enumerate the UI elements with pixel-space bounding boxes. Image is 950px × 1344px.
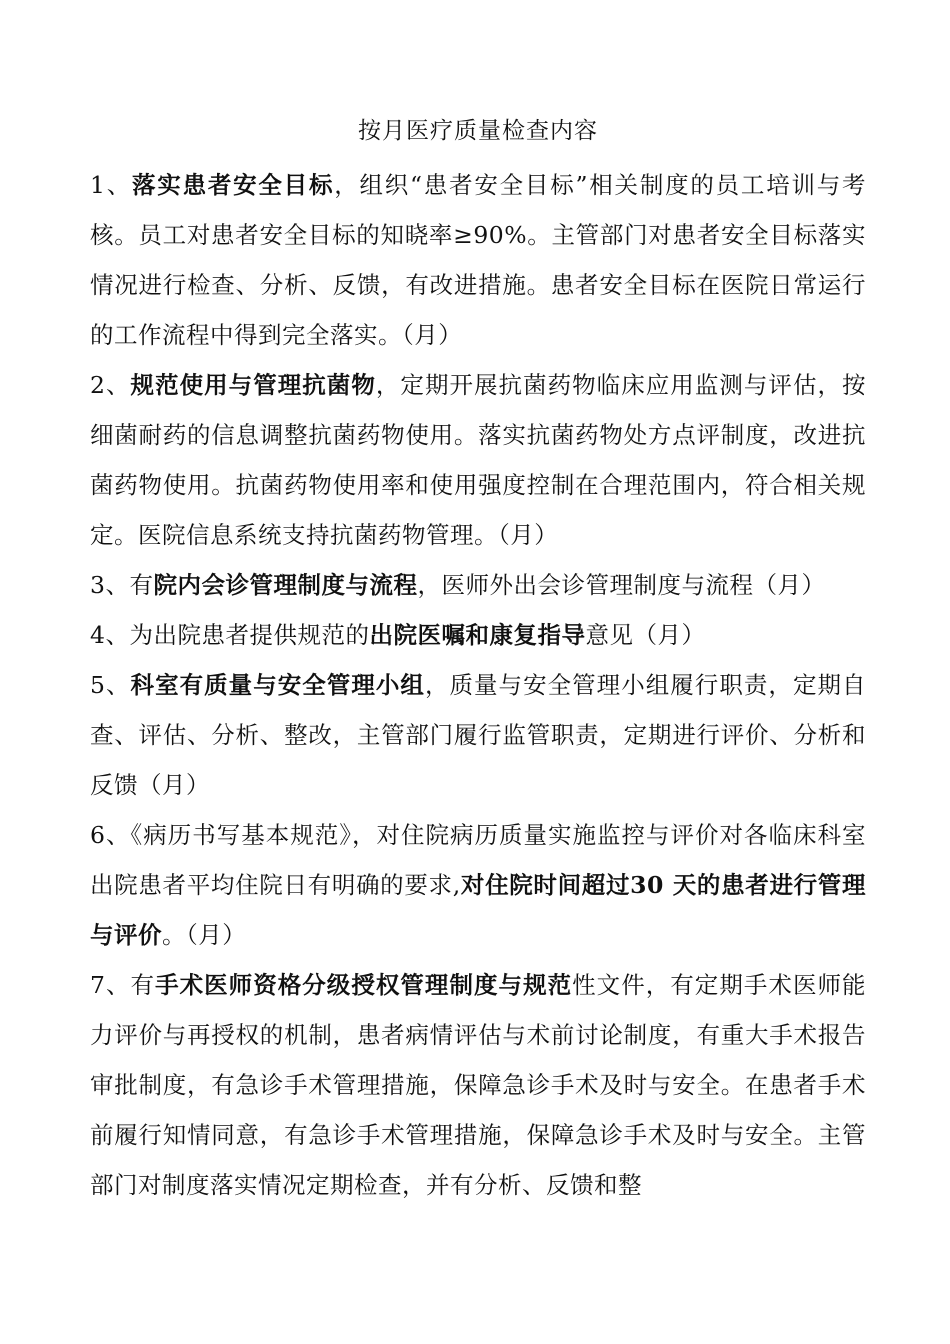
checklist-item-5 (90, 660, 866, 810)
checklist-item-3 (90, 560, 866, 610)
item-text: 5、 (90, 671, 131, 699)
item-text: ，定期开展抗菌药物临床应用监测与评估，按细菌耐药的信息调整抗菌药物使用。落实抗菌药物处方点评制度，改进抗菌药物使用。抗菌药物使用率和使用强度控制在合理范围内，符合相关规定。医院信息系统支持抗菌药物管理。（月） (90, 371, 867, 549)
key-phrase: 科室有质量与安全管理小组 (130, 671, 425, 699)
item-text: 。（月） (162, 921, 247, 949)
key-phrase: 手术医师资格分级授权管理制度与规范 (155, 971, 573, 999)
item-text: 性文件，有定期手术医师能力评价与再授权的机制，患者病情评估与术前讨论制度，有重大手术报告审批制度，有急诊手术管理措施，保障急诊手术及时与安全。在患者手术前履行知情同意，有急诊手术管理措施，保障急诊手术及时与安全。主管部门对制度落实情况定期检查，并有分析、反馈和整 (90, 971, 867, 1199)
item-text: 6、《病历书写基本规范》，对住院病历质量实施监控与评价对各临床科室出院患者平均住院日有明确的要求, (90, 821, 866, 899)
key-phrase: 落实患者安全目标 (132, 171, 335, 199)
item-text: 2、 (90, 371, 131, 399)
item-text: ，质量与安全管理小组履行职责，定期自查、评估、分析、整改，主管部门履行监管职责，定期进行评价、分析和反馈（月） (90, 671, 867, 799)
checklist-item-4 (90, 610, 866, 660)
document-title: 按月医疗质量检查内容 (358, 118, 598, 144)
checklist-item-7 (90, 960, 866, 1210)
checklist (90, 160, 866, 1210)
item-text: 1、 (90, 171, 133, 199)
checklist-item-6 (90, 810, 866, 960)
key-phrase: 规范使用与管理抗菌物 (130, 371, 376, 399)
key-phrase: 对住院时间超过30 天的患者进行管理与评价 (90, 871, 866, 949)
checklist-item-1 (90, 160, 866, 360)
checklist-item-2 (90, 360, 866, 560)
key-phrase: 院内会诊管理制度与流程 (153, 571, 418, 599)
document-page (90, 112, 866, 1210)
item-text: 3、有 (90, 571, 154, 599)
key-phrase: 出院医嘱和康复指导 (369, 621, 586, 649)
item-text: ，组织“患者安全目标”相关制度的员工培训与考核。员工对患者安全目标的知晓率≥90%。主管部门对患者安全目标落实情况进行检查、分析、反馈，有改进措施。患者安全目标在医院日常运行的工作流程中得到完全落实。（月） (90, 171, 867, 349)
item-text: 意见（月） (585, 621, 706, 649)
item-text: 4、为出院患者提供规范的 (90, 621, 370, 649)
item-text: 7、有 (90, 971, 156, 999)
item-text: ，医师外出会诊管理制度与流程（月） (417, 571, 826, 599)
